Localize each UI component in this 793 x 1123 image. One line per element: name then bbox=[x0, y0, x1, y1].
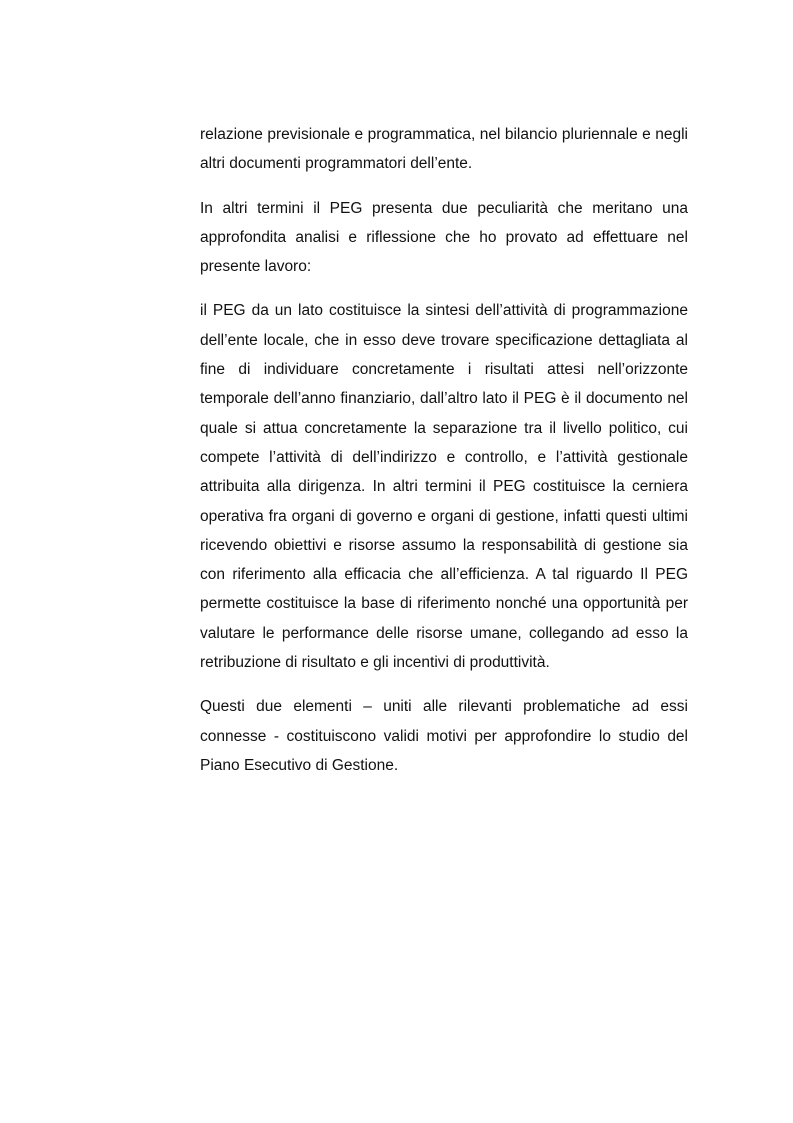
paragraph-2: In altri termini il PEG presenta due peculiarità che meritano una approfondita analisi e riflessione che ho provato ad effettuare nel presente lavoro: bbox=[200, 199, 688, 276]
paragraph-1: relazione previsionale e programmatica, nel bilancio pluriennale e negli altri documenti programmatori dell’ente. bbox=[200, 126, 688, 173]
paragraph-4: Questi due elementi – uniti alle rilevanti problematiche ad essi connesse - costituiscono validi motivi per approfondire lo studio del Piano Esecutivo di Gestione. bbox=[200, 698, 688, 774]
paragraph-3: il PEG da un lato costituisce la sintesi dell’attività di programmazione dell’ente locale, che in esso deve trovare specificazione dettagliata al fine di individuare concretamente i risultati attesi nell’orizzonte temporale dell’anno finanziario, dall’altro lato il PEG è il documento nel quale si attua concretamente la separazione tra il livello politico, cui compete l’attività di dell’indirizzo e controllo, e l’attività gestionale attribuita alla dirigenza. In altri termini il PEG costituisce la cerniera operativa fra organi di governo e organi di gestione, infatti questi ultimi ricevendo obiettivi e risorse assumo la responsabilità di gestione sia con riferimento alla efficacia che all’efficienza. A tal riguardo Il PEG permette costituisce la base di riferimento nonché una opportunità per valutare le performance delle risorse umane, collegando ad esso la retribuzione di risultato e gli incentivi di produttività. bbox=[200, 302, 688, 672]
document-page bbox=[200, 120, 688, 780]
